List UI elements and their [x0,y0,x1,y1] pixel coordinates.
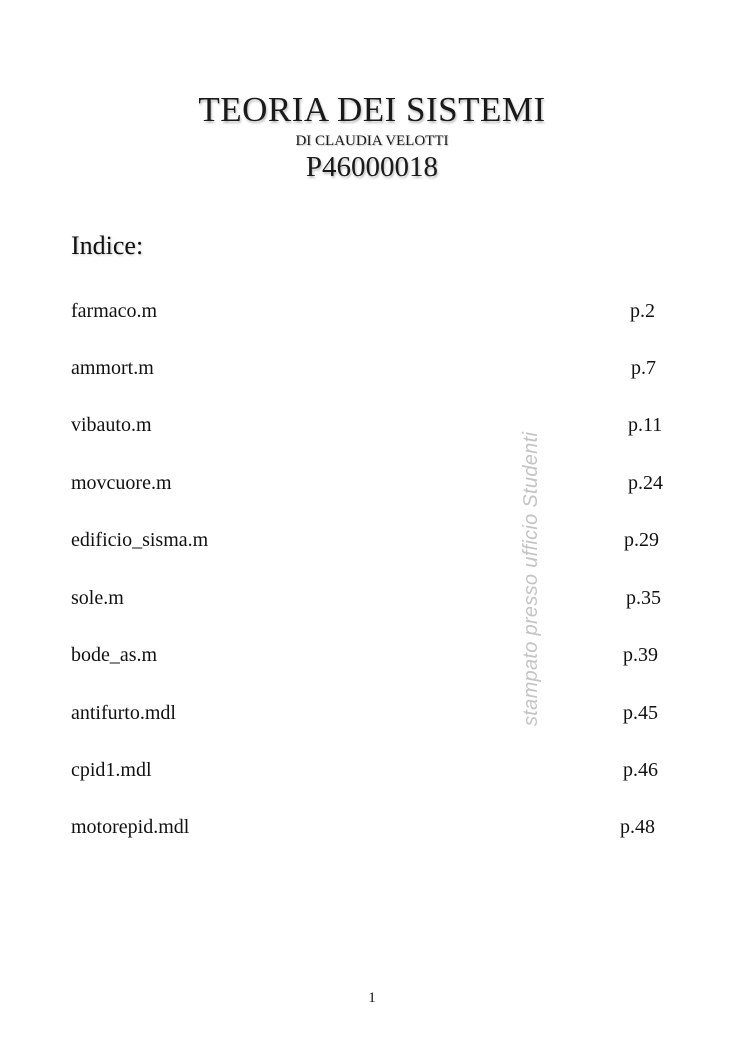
index-entry-name: movcuore.m [71,472,172,494]
index-entry-name: ammort.m [71,357,154,379]
watermark: stampato presso ufficio Studenti [520,431,542,726]
index-entry-page: p.46 [623,759,658,781]
index-entry-page: p.35 [626,587,661,609]
index-entry-page: p.7 [631,357,656,379]
index-heading: Indice: [71,231,144,260]
index-entry-name: edificio_sisma.m [71,529,209,551]
index-entry-name: bode_as.m [71,644,158,666]
index-entry-name: farmaco.m [71,300,158,322]
index-entry-name: vibauto.m [71,414,152,436]
document-author: DI CLAUDIA VELOTTI [295,133,449,149]
index-entry-page: p.2 [630,300,655,322]
index-entry-page: p.11 [628,414,663,436]
index-entry-page: p.45 [623,702,658,724]
index-entry-name: sole.m [71,587,124,609]
index-entry-name: motorepid.mdl [71,816,190,838]
index-entry-name: antifurto.mdl [71,702,176,724]
document-code: P46000018 [305,151,439,183]
page-number: 1 [368,990,376,1006]
document-title: TEORIA DEI SISTEMI [198,90,546,129]
index-entry-page: p.39 [623,644,658,666]
index-entry-page: p.48 [620,816,655,838]
index-entry-page: p.29 [624,529,659,551]
index-entry-name: cpid1.mdl [71,759,152,781]
index-entry-page: p.24 [628,472,663,494]
